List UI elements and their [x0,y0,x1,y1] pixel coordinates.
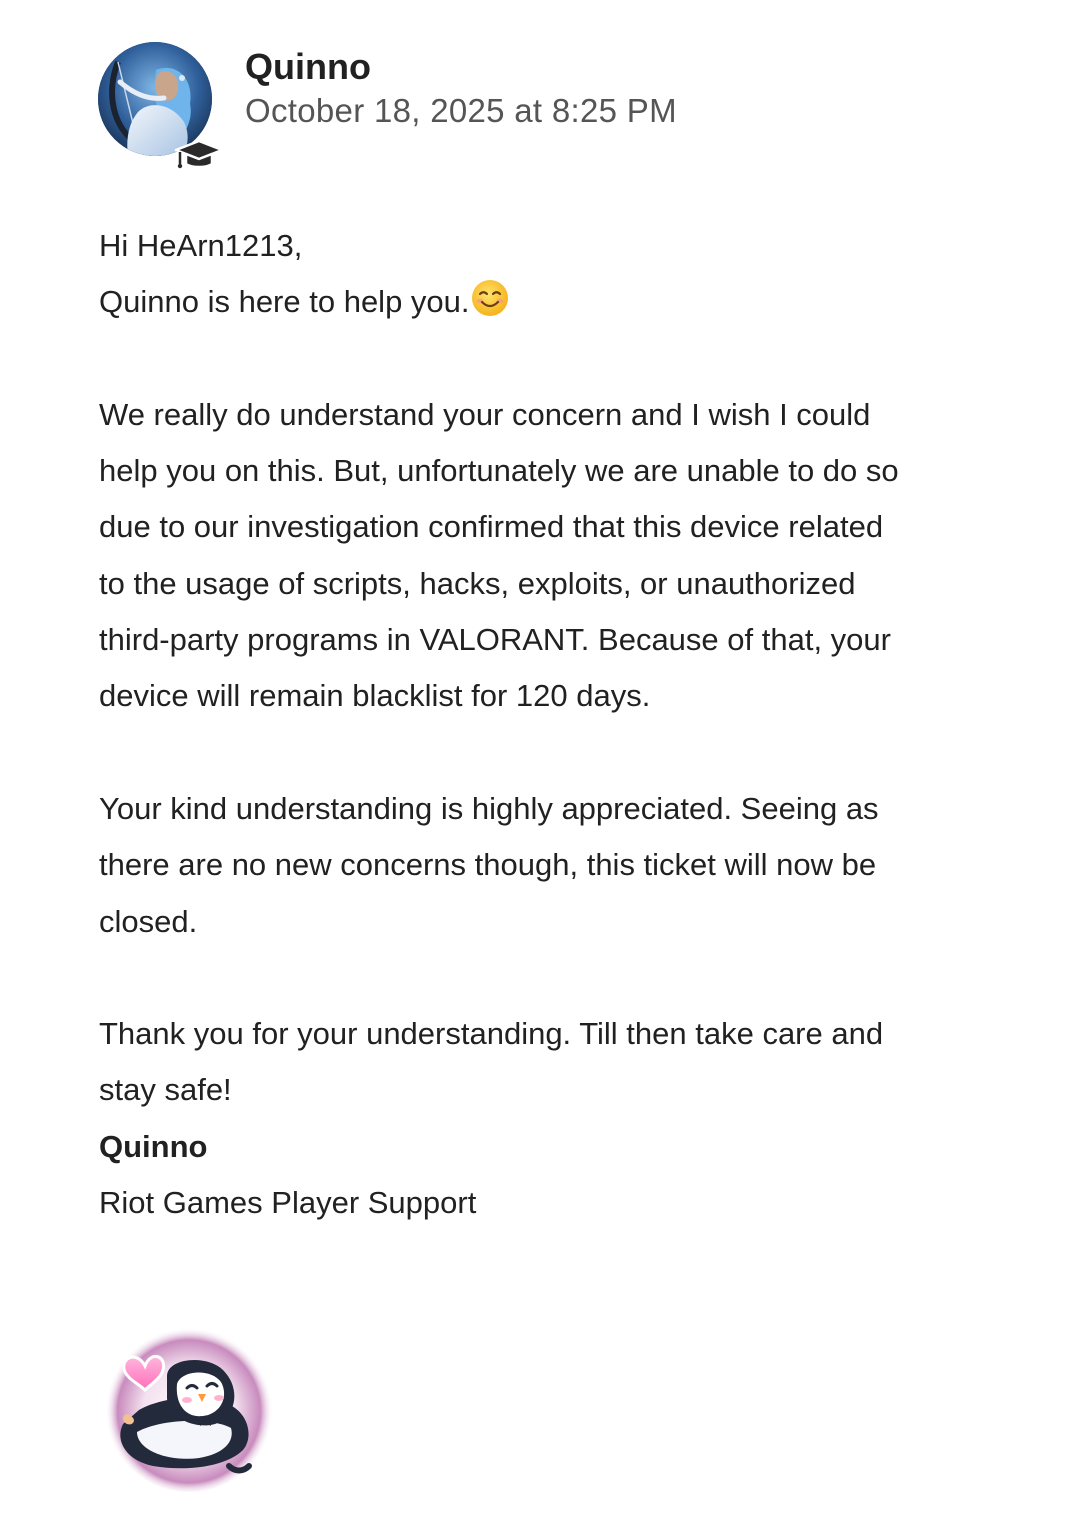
message-body [99,218,999,1231]
para1-line: third-party programs in VALORANT. Because of that, your [99,622,891,658]
para1-line: to the usage of scripts, hacks, exploits, or unauthorized [99,565,856,601]
signature-org: Riot Games Player Support [99,1185,477,1221]
para3-line: stay safe! [99,1072,232,1108]
para1-line: due to our investigation confirmed that this device related [99,509,884,545]
para1-line: help you on this. But, unfortunately we are unable to do so [99,453,899,489]
author-avatar[interactable] [98,42,224,170]
para1-line: device will remain blacklist for 120 days. [99,678,651,714]
penguin-heart-sticker-icon [103,1320,275,1492]
author-name[interactable]: Quinno [245,46,371,87]
para3-line: Thank you for your understanding. Till then take care and [99,1016,884,1052]
intro-line [99,274,999,330]
post-timestamp: October 18, 2025 at 8:25 PM [245,92,677,129]
intro-text: Quinno is here to help you. [99,284,470,320]
para2-line: there are no new concerns though, this ticket will now be [99,847,877,883]
post-header [98,42,998,172]
para1-line: We really do understand your concern and I wish I could [99,396,871,432]
para2-line: closed. [99,903,198,939]
graduation-cap-icon [174,138,224,170]
signature-name: Quinno [99,1128,208,1164]
smiling-face-icon [470,278,510,318]
greeting-line: Hi HeArn1213, [99,228,303,263]
para2-line: Your kind understanding is highly appreciated. Seeing as [99,790,879,826]
